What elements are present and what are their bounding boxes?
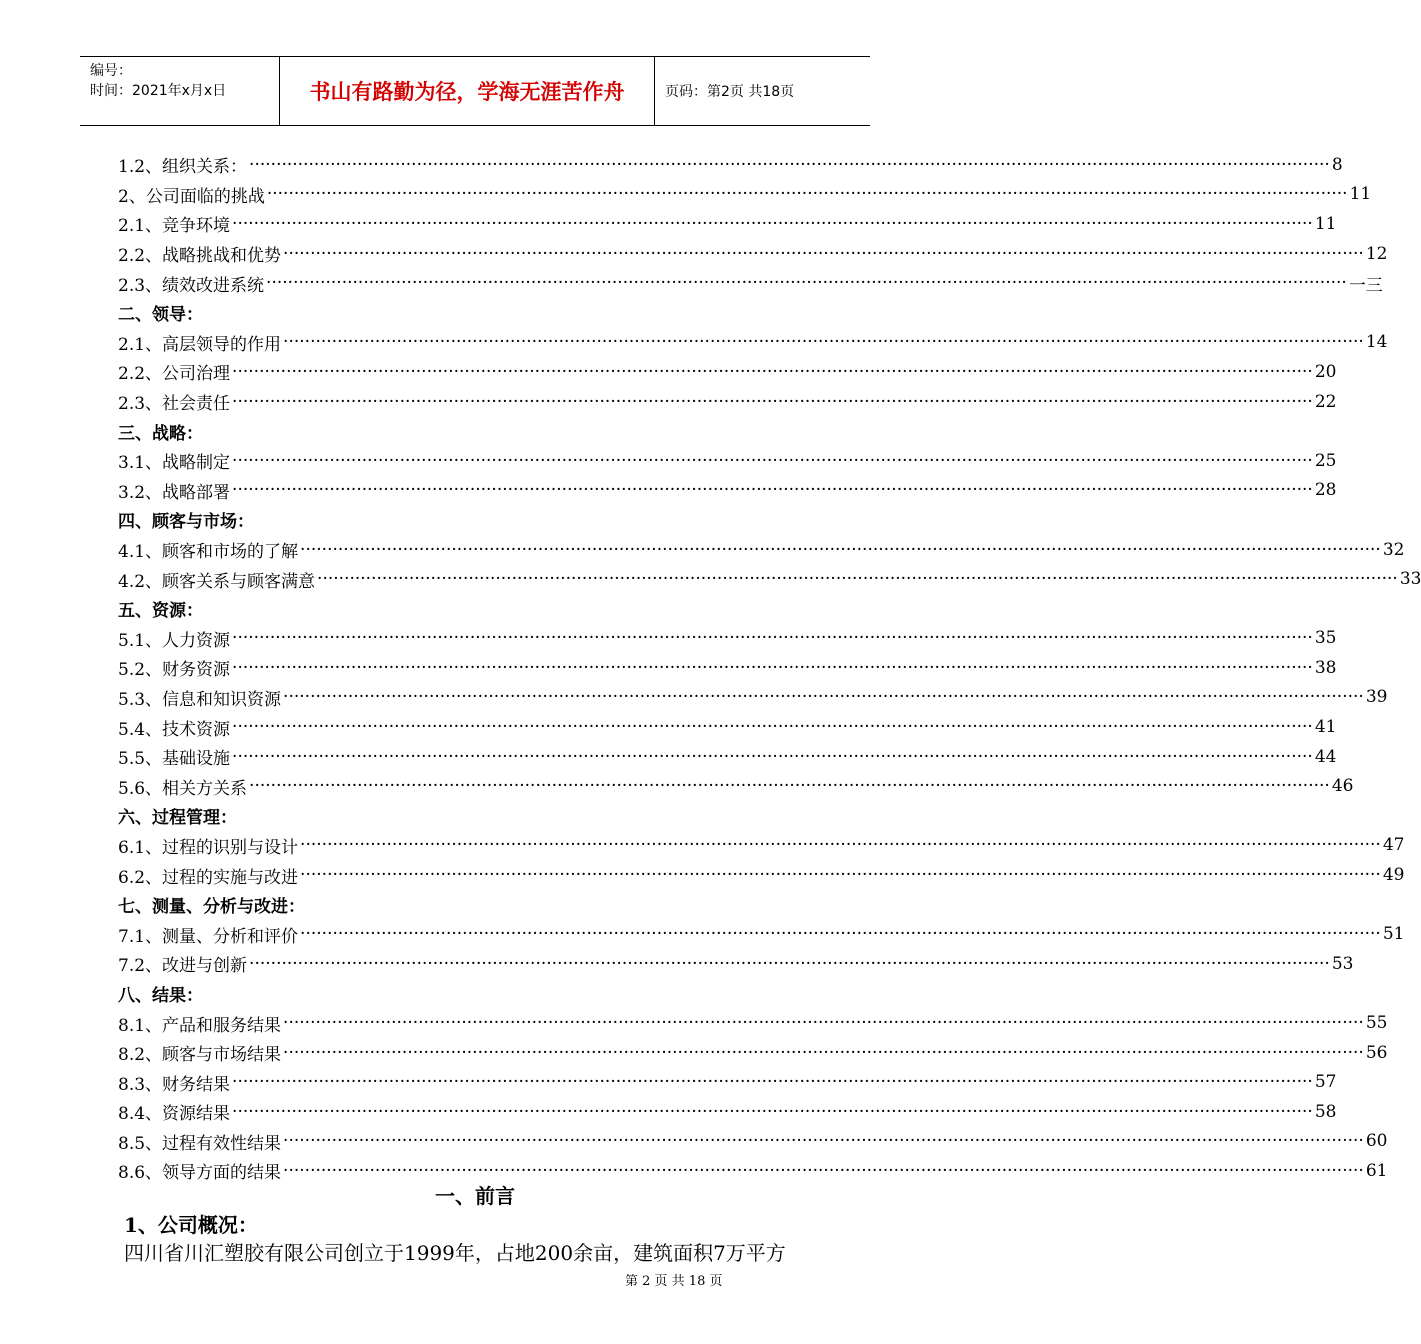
toc-leader-dots: ········································································································································································································ <box>283 243 1364 264</box>
toc-page-number: 49 <box>1382 865 1405 886</box>
toc-page-number: 56 <box>1365 1042 1388 1063</box>
toc-section-heading <box>118 416 748 446</box>
toc-page-number: 8 <box>1331 154 1343 175</box>
toc-leader-dots: ········································································································································································································ <box>249 776 1330 797</box>
toc-entry[interactable] <box>118 624 1337 654</box>
toc-entry-label: 8.4、资源结果 <box>118 1104 231 1125</box>
toc-entry[interactable] <box>118 1127 1388 1157</box>
toc-page-number: 11 <box>1349 184 1372 205</box>
toc-entry[interactable] <box>118 653 1337 683</box>
header-page-info: 页码：第2页 共18页 <box>665 84 795 100</box>
toc-leader-dots: ········································································································································································································ <box>317 569 1398 590</box>
toc-entry-label: 3.1、战略制定 <box>118 453 231 474</box>
toc-leader-dots: ········································································································································································································ <box>232 450 1313 471</box>
toc-leader-dots: ········································································································································································································ <box>232 717 1313 738</box>
toc-page-number: 22 <box>1314 391 1337 412</box>
toc-entry[interactable] <box>118 239 1388 269</box>
toc-leader-dots: ········································································································································································································ <box>300 835 1381 856</box>
header-motto: 书山有路勤为径，学海无涯苦作舟 <box>280 57 655 125</box>
toc-page-number: 28 <box>1314 480 1337 501</box>
toc-page-number: 20 <box>1314 361 1337 382</box>
toc-leader-dots: ········································································································································································································ <box>283 687 1364 708</box>
toc-entry-label: 7.1、测量、分析和评价 <box>118 926 299 947</box>
toc-entry-label: 5.2、财务资源 <box>118 660 231 681</box>
toc-entry[interactable] <box>118 771 1354 801</box>
toc-entry[interactable] <box>118 150 1343 180</box>
toc-entry-label: 8.3、财务结果 <box>118 1074 231 1095</box>
toc-entry-label: 二、领导： <box>118 305 203 326</box>
toc-leader-dots: ········································································································································································································ <box>249 953 1330 974</box>
toc-leader-dots: ········································································································································································································ <box>283 1131 1364 1152</box>
toc-entry-label: 4.2、顾客关系与顾客满意 <box>118 571 316 592</box>
toc-entry[interactable] <box>118 860 1405 890</box>
toc-leader-dots: ········································································································································································································ <box>232 1101 1313 1122</box>
toc-section-heading <box>118 505 748 535</box>
toc-entry-label: 三、战略： <box>118 423 203 444</box>
toc-leader-dots: ········································································································································································································ <box>232 391 1313 412</box>
toc-leader-dots: ········································································································································································································ <box>283 1013 1364 1034</box>
toc-leader-dots: ········································································································································································································ <box>283 1042 1364 1063</box>
toc-entry-label: 六、过程管理： <box>118 808 237 829</box>
toc-entry[interactable] <box>118 180 1372 210</box>
toc-section-heading <box>118 801 748 831</box>
toc-page-number: 47 <box>1382 835 1405 856</box>
toc-page-number: 60 <box>1365 1131 1388 1152</box>
toc-leader-dots: ········································································································································································································ <box>232 213 1313 234</box>
toc-entry-label: 2.2、战略挑战和优势 <box>118 246 282 267</box>
toc-page-number: 55 <box>1365 1013 1388 1034</box>
toc-page-number: 12 <box>1365 243 1388 264</box>
toc-page-number: 35 <box>1314 628 1337 649</box>
toc-entry[interactable] <box>118 831 1405 861</box>
section-heading: 一、前言 <box>435 1184 515 1208</box>
toc-leader-dots: ········································································································································································································ <box>249 154 1330 175</box>
toc-leader-dots: ········································································································································································································ <box>232 1072 1313 1093</box>
toc-entry-label: 四、顾客与市场： <box>118 512 254 533</box>
toc-entry[interactable] <box>118 328 1388 358</box>
toc-entry[interactable] <box>118 564 1421 594</box>
toc-entry-label: 7.2、改进与创新 <box>118 956 248 977</box>
page-header <box>80 56 870 126</box>
toc-section-heading <box>118 594 748 624</box>
toc-leader-dots: ········································································································································································································ <box>300 924 1381 945</box>
toc-entry-label: 2、公司面临的挑战 <box>118 186 265 207</box>
toc-entry[interactable] <box>118 919 1405 949</box>
toc-leader-dots: ········································································································································································································ <box>300 539 1381 560</box>
toc-page-number: 一三 <box>1348 275 1383 296</box>
toc-page-number: 33 <box>1399 569 1421 590</box>
toc-entry-label: 五、资源： <box>118 601 203 622</box>
toc-entry-label: 3.2、战略部署 <box>118 482 231 503</box>
toc-page-number: 58 <box>1314 1101 1337 1122</box>
toc-entry-label: 8.2、顾客与市场结果 <box>118 1045 282 1066</box>
toc-entry-label: 8.6、领导方面的结果 <box>118 1163 282 1184</box>
toc-entry[interactable] <box>118 476 1337 506</box>
toc-entry-label: 6.1、过程的识别与设计 <box>118 837 299 858</box>
toc-page-number: 38 <box>1314 657 1337 678</box>
toc-page-number: 11 <box>1314 213 1337 234</box>
body-paragraph: 四川省川汇塑胶有限公司创立于1999年，占地200余亩，建筑面积7万平方 <box>124 1241 786 1265</box>
toc-entry-label: 5.6、相关方关系 <box>118 778 248 799</box>
toc-entry-label: 5.1、人力资源 <box>118 630 231 651</box>
toc-entry-label: 2.2、公司治理 <box>118 364 231 385</box>
table-of-contents <box>118 150 1421 1186</box>
toc-entry-label: 2.3、社会责任 <box>118 394 231 415</box>
toc-entry-label: 2.1、竞争环境 <box>118 216 231 237</box>
toc-entry[interactable] <box>118 1067 1337 1097</box>
toc-leader-dots: ········································································································································································································ <box>266 184 1348 205</box>
toc-entry-label: 1.2、组织关系： <box>118 157 248 178</box>
toc-section-heading <box>118 890 748 920</box>
toc-entry[interactable] <box>118 446 1337 476</box>
toc-section-heading <box>118 298 748 328</box>
toc-page-number: 46 <box>1331 776 1354 797</box>
toc-entry-label: 8.5、过程有效性结果 <box>118 1133 282 1154</box>
header-meta <box>80 57 280 125</box>
toc-leader-dots: ········································································································································································································ <box>232 746 1313 767</box>
toc-entry-label: 七、测量、分析与改进： <box>118 897 305 918</box>
toc-section-heading <box>118 979 748 1009</box>
toc-entry-label: 8.1、产品和服务结果 <box>118 1015 282 1036</box>
toc-entry-label: 4.1、顾客和市场的了解 <box>118 542 299 563</box>
document-number-label: 编号： <box>90 63 132 79</box>
toc-page-number: 41 <box>1314 717 1337 738</box>
toc-entry[interactable] <box>118 1008 1388 1038</box>
toc-leader-dots: ········································································································································································································ <box>283 1160 1364 1181</box>
subsection-heading: 1、公司概况： <box>124 1213 258 1237</box>
toc-entry[interactable] <box>118 535 1405 565</box>
toc-entry[interactable] <box>118 209 1337 239</box>
toc-leader-dots: ········································································································································································································ <box>283 332 1364 353</box>
toc-entry-label: 5.5、基础设施 <box>118 749 231 770</box>
page-footer: 第 2 页 共 18 页 <box>625 1274 723 1289</box>
toc-entry[interactable] <box>118 387 1337 417</box>
toc-leader-dots: ········································································································································································································ <box>232 361 1313 382</box>
toc-entry[interactable] <box>118 1038 1388 1068</box>
toc-entry-label: 6.2、过程的实施与改进 <box>118 867 299 888</box>
toc-page-number: 25 <box>1314 450 1337 471</box>
toc-entry-label: 5.4、技术资源 <box>118 719 231 740</box>
toc-entry[interactable] <box>118 742 1337 772</box>
toc-entry-label: 八、结果： <box>118 985 203 1006</box>
toc-page-number: 32 <box>1382 539 1405 560</box>
toc-entry[interactable] <box>118 949 1354 979</box>
toc-page-number: 44 <box>1314 746 1337 767</box>
toc-entry[interactable] <box>118 357 1337 387</box>
toc-entry-label: 5.3、信息和知识资源 <box>118 689 282 710</box>
toc-entry-label: 2.1、高层领导的作用 <box>118 334 282 355</box>
toc-entry-label: 2.3、绩效改进系统 <box>118 275 265 296</box>
toc-entry[interactable] <box>118 712 1337 742</box>
toc-leader-dots: ········································································································································································································ <box>300 865 1381 886</box>
toc-page-number: 57 <box>1314 1072 1337 1093</box>
toc-page-number: 53 <box>1331 953 1354 974</box>
toc-page-number: 14 <box>1365 332 1388 353</box>
toc-entry[interactable] <box>118 268 1383 298</box>
toc-page-number: 61 <box>1365 1160 1388 1181</box>
toc-leader-dots: ········································································································································································································ <box>232 628 1313 649</box>
toc-leader-dots: ········································································································································································································ <box>232 480 1313 501</box>
toc-leader-dots: ········································································································································································································ <box>232 657 1313 678</box>
toc-leader-dots: ········································································································································································································ <box>266 273 1347 294</box>
toc-entry[interactable] <box>118 1097 1337 1127</box>
document-time-label: 时间：2021年x月x日 <box>90 83 227 99</box>
toc-page-number: 51 <box>1382 924 1405 945</box>
toc-page-number: 39 <box>1365 687 1388 708</box>
toc-entry[interactable] <box>118 683 1388 713</box>
